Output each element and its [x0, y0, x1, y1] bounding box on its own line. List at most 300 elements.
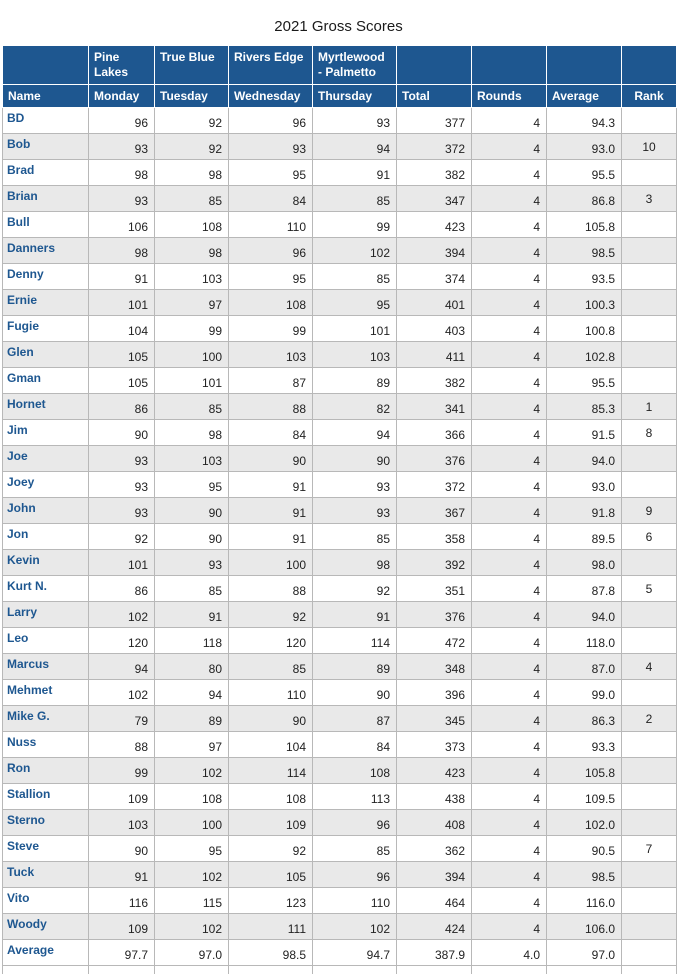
empty-cell: [89, 966, 155, 974]
player-name: Mehmet: [3, 680, 89, 706]
table-row: [3, 680, 677, 706]
wednesday-score: 114: [229, 758, 313, 784]
thursday-score: 90: [313, 446, 397, 472]
average-score: 87.0: [547, 654, 622, 680]
player-name: Joe: [3, 446, 89, 472]
tuesday-score: 90: [155, 498, 229, 524]
table-row: [3, 940, 677, 966]
player-name: Vito: [3, 888, 89, 914]
monday-score: 101: [89, 290, 155, 316]
wednesday-score: 96: [229, 108, 313, 134]
player-name: Kurt N.: [3, 576, 89, 602]
wednesday-score: 92: [229, 836, 313, 862]
player-name: Denny: [3, 264, 89, 290]
monday-score: 92: [89, 524, 155, 550]
player-name: Nuss: [3, 732, 89, 758]
rounds-count: 4: [472, 160, 547, 186]
empty-cell: [155, 966, 229, 974]
table-row: [3, 394, 677, 420]
total-score: 396: [397, 680, 472, 706]
monday-score: 86: [89, 394, 155, 420]
table-row: [3, 368, 677, 394]
wednesday-score: 84: [229, 186, 313, 212]
course-header-rank: [622, 46, 677, 85]
thursday-score: 96: [313, 862, 397, 888]
monday-score: 93: [89, 472, 155, 498]
table-row: [3, 238, 677, 264]
player-name: Larry: [3, 602, 89, 628]
table-row: [3, 290, 677, 316]
wednesday-score: 95: [229, 264, 313, 290]
course-header-average: [547, 46, 622, 85]
total-score: 408: [397, 810, 472, 836]
total-score: 394: [397, 238, 472, 264]
rounds-count: 4: [472, 134, 547, 160]
wednesday-score: 108: [229, 290, 313, 316]
thursday-score: 102: [313, 238, 397, 264]
course-header-rounds: [472, 46, 547, 85]
wednesday-score: 92: [229, 602, 313, 628]
wednesday-score: 95: [229, 160, 313, 186]
wednesday-score: 110: [229, 680, 313, 706]
wednesday-score: 108: [229, 784, 313, 810]
tuesday-score: 99: [155, 316, 229, 342]
player-name: Danners: [3, 238, 89, 264]
thursday-score: 98: [313, 550, 397, 576]
rank-value: 5: [622, 576, 677, 602]
tuesday-score: 89: [155, 706, 229, 732]
gross-scores-table: [2, 45, 677, 974]
column-header-wednesday: Wednesday: [229, 85, 313, 108]
monday-score: 86: [89, 576, 155, 602]
monday-score: 104: [89, 316, 155, 342]
rank-value: [622, 784, 677, 810]
table-row: [3, 914, 677, 940]
column-header-average: Average: [547, 85, 622, 108]
rank-value: [622, 888, 677, 914]
total-score: 367: [397, 498, 472, 524]
rank-value: [622, 264, 677, 290]
average-score: 89.5: [547, 524, 622, 550]
player-name: Tuck: [3, 862, 89, 888]
rank-value: 7: [622, 836, 677, 862]
rounds-count: 4: [472, 862, 547, 888]
player-name: Joey: [3, 472, 89, 498]
monday-score: 93: [89, 498, 155, 524]
rank-value: [622, 108, 677, 134]
table-row: [3, 628, 677, 654]
wednesday-score: 91: [229, 498, 313, 524]
rank-value: [622, 290, 677, 316]
total-score: 423: [397, 212, 472, 238]
total-score: 372: [397, 134, 472, 160]
column-header-rank: Rank: [622, 85, 677, 108]
player-name: Brad: [3, 160, 89, 186]
total-score: 347: [397, 186, 472, 212]
table-row: [3, 576, 677, 602]
average-score: 105.8: [547, 212, 622, 238]
average-score: 102.8: [547, 342, 622, 368]
column-header-rounds: Rounds: [472, 85, 547, 108]
monday-score: 106: [89, 212, 155, 238]
player-name: Steve: [3, 836, 89, 862]
rounds-count: 4: [472, 732, 547, 758]
wednesday-score: 84: [229, 420, 313, 446]
course-header-row: [3, 46, 677, 85]
thursday-score: 89: [313, 368, 397, 394]
rounds-count: 4.0: [472, 940, 547, 966]
monday-score: 102: [89, 602, 155, 628]
tuesday-score: 101: [155, 368, 229, 394]
wednesday-score: 87: [229, 368, 313, 394]
monday-score: 96: [89, 108, 155, 134]
average-score: 95.5: [547, 368, 622, 394]
thursday-score: 94.7: [313, 940, 397, 966]
average-score: 91.5: [547, 420, 622, 446]
tuesday-score: 97: [155, 290, 229, 316]
rounds-count: 4: [472, 524, 547, 550]
monday-score: 91: [89, 862, 155, 888]
average-score: 100.3: [547, 290, 622, 316]
tuesday-score: 108: [155, 784, 229, 810]
total-score: 394: [397, 862, 472, 888]
average-score: 94.0: [547, 602, 622, 628]
rank-value: [622, 862, 677, 888]
monday-score: 120: [89, 628, 155, 654]
total-score: 387.9: [397, 940, 472, 966]
monday-score: 93: [89, 134, 155, 160]
thursday-score: 82: [313, 394, 397, 420]
thursday-score: 85: [313, 836, 397, 862]
monday-score: 90: [89, 420, 155, 446]
total-score: 341: [397, 394, 472, 420]
tuesday-score: 98: [155, 160, 229, 186]
table-row: [3, 732, 677, 758]
course-header-wednesday: Rivers Edge: [229, 46, 313, 85]
tuesday-score: 90: [155, 524, 229, 550]
average-score: 93.0: [547, 134, 622, 160]
empty-cell: [397, 966, 472, 974]
table-row: [3, 784, 677, 810]
empty-cell: [547, 966, 622, 974]
thursday-score: 93: [313, 498, 397, 524]
average-score: 91.8: [547, 498, 622, 524]
rank-value: [622, 628, 677, 654]
average-score: 94.0: [547, 446, 622, 472]
monday-score: 91: [89, 264, 155, 290]
thursday-score: 113: [313, 784, 397, 810]
thursday-score: 93: [313, 472, 397, 498]
monday-score: 105: [89, 368, 155, 394]
table-row: [3, 550, 677, 576]
tuesday-score: 98: [155, 420, 229, 446]
thursday-score: 89: [313, 654, 397, 680]
rank-value: [622, 940, 677, 966]
total-score: 376: [397, 446, 472, 472]
table-row: [3, 446, 677, 472]
thursday-score: 85: [313, 524, 397, 550]
player-name: Hornet: [3, 394, 89, 420]
rounds-count: 4: [472, 264, 547, 290]
rank-value: [622, 550, 677, 576]
average-score: 87.8: [547, 576, 622, 602]
rounds-count: 4: [472, 316, 547, 342]
thursday-score: 85: [313, 186, 397, 212]
tuesday-score: 108: [155, 212, 229, 238]
average-score: 85.3: [547, 394, 622, 420]
average-score: 86.8: [547, 186, 622, 212]
thursday-score: 108: [313, 758, 397, 784]
column-header-name: Name: [3, 85, 89, 108]
player-name: Fugie: [3, 316, 89, 342]
tuesday-score: 103: [155, 446, 229, 472]
wednesday-score: 96: [229, 238, 313, 264]
rank-value: 3: [622, 186, 677, 212]
player-name: Marcus: [3, 654, 89, 680]
average-score: 93.5: [547, 264, 622, 290]
thursday-score: 85: [313, 264, 397, 290]
player-name: Bob: [3, 134, 89, 160]
wednesday-score: 100: [229, 550, 313, 576]
monday-score: 90: [89, 836, 155, 862]
monday-score: 99: [89, 758, 155, 784]
player-name: Kevin: [3, 550, 89, 576]
rank-value: [622, 368, 677, 394]
total-score: 358: [397, 524, 472, 550]
monday-score: 116: [89, 888, 155, 914]
total-score: 438: [397, 784, 472, 810]
average-score: 98.5: [547, 862, 622, 888]
monday-score: 88: [89, 732, 155, 758]
rounds-count: 4: [472, 628, 547, 654]
rounds-count: 4: [472, 108, 547, 134]
column-header-tuesday: Tuesday: [155, 85, 229, 108]
wednesday-score: 120: [229, 628, 313, 654]
rank-value: 10: [622, 134, 677, 160]
rank-value: [622, 602, 677, 628]
table-row: [3, 706, 677, 732]
rounds-count: 4: [472, 602, 547, 628]
table-row: [3, 420, 677, 446]
player-name: Leo: [3, 628, 89, 654]
thursday-score: 93: [313, 108, 397, 134]
tuesday-score: 98: [155, 238, 229, 264]
average-score: 93.0: [547, 472, 622, 498]
table-row: [3, 134, 677, 160]
score-rows: [3, 108, 677, 974]
table-row: [3, 264, 677, 290]
tuesday-score: 100: [155, 810, 229, 836]
wednesday-score: 91: [229, 524, 313, 550]
rounds-count: 4: [472, 888, 547, 914]
rounds-count: 4: [472, 784, 547, 810]
rounds-count: 4: [472, 238, 547, 264]
column-header-total: Total: [397, 85, 472, 108]
monday-score: 109: [89, 784, 155, 810]
tuesday-score: 85: [155, 186, 229, 212]
wednesday-score: 98.5: [229, 940, 313, 966]
total-score: 401: [397, 290, 472, 316]
tuesday-score: 95: [155, 836, 229, 862]
monday-score: 102: [89, 680, 155, 706]
table-row: [3, 316, 677, 342]
thursday-score: 114: [313, 628, 397, 654]
total-score: 348: [397, 654, 472, 680]
total-score: 403: [397, 316, 472, 342]
rounds-count: 4: [472, 810, 547, 836]
player-name: Bull: [3, 212, 89, 238]
course-header-thursday: Myrtlewood - Palmetto: [313, 46, 397, 85]
table-row: [3, 212, 677, 238]
rounds-count: 4: [472, 680, 547, 706]
table-row: [3, 758, 677, 784]
average-score: 105.8: [547, 758, 622, 784]
rank-value: [622, 732, 677, 758]
average-score: 109.5: [547, 784, 622, 810]
total-score: 382: [397, 160, 472, 186]
rank-value: [622, 680, 677, 706]
course-header-blank: [3, 46, 89, 85]
average-score: 98.5: [547, 238, 622, 264]
table-row: [3, 108, 677, 134]
column-header-row: [3, 85, 677, 108]
total-score: 472: [397, 628, 472, 654]
tuesday-score: 91: [155, 602, 229, 628]
tuesday-score: 115: [155, 888, 229, 914]
rounds-count: 4: [472, 342, 547, 368]
thursday-score: 102: [313, 914, 397, 940]
table-row: [3, 498, 677, 524]
total-score: 376: [397, 602, 472, 628]
player-name: Ernie: [3, 290, 89, 316]
table-row: [3, 342, 677, 368]
player-name: Gman: [3, 368, 89, 394]
tuesday-score: 100: [155, 342, 229, 368]
rounds-count: 4: [472, 550, 547, 576]
rounds-count: 4: [472, 498, 547, 524]
wednesday-score: 91: [229, 472, 313, 498]
player-name: Stallion: [3, 784, 89, 810]
player-name: Woody: [3, 914, 89, 940]
total-score: 423: [397, 758, 472, 784]
column-header-monday: Monday: [89, 85, 155, 108]
tuesday-score: 102: [155, 862, 229, 888]
monday-score: 97.7: [89, 940, 155, 966]
rounds-count: 4: [472, 186, 547, 212]
player-name: Glen: [3, 342, 89, 368]
rounds-count: 4: [472, 706, 547, 732]
rank-value: [622, 316, 677, 342]
total-score: 372: [397, 472, 472, 498]
thursday-score: 99: [313, 212, 397, 238]
average-score: 93.3: [547, 732, 622, 758]
average-score: 98.0: [547, 550, 622, 576]
tuesday-score: 92: [155, 108, 229, 134]
rounds-count: 4: [472, 420, 547, 446]
thursday-score: 84: [313, 732, 397, 758]
wednesday-score: 90: [229, 446, 313, 472]
total-score: 424: [397, 914, 472, 940]
monday-score: 93: [89, 186, 155, 212]
wednesday-score: 88: [229, 394, 313, 420]
rounds-count: 4: [472, 576, 547, 602]
player-name: Mike G.: [3, 706, 89, 732]
table-row: [3, 160, 677, 186]
column-header-thursday: Thursday: [313, 85, 397, 108]
wednesday-score: 110: [229, 212, 313, 238]
rank-value: 8: [622, 420, 677, 446]
rounds-count: 4: [472, 394, 547, 420]
course-header-tuesday: True Blue: [155, 46, 229, 85]
player-name: Average: [3, 940, 89, 966]
total-score: 373: [397, 732, 472, 758]
thursday-score: 87: [313, 706, 397, 732]
monday-score: 98: [89, 238, 155, 264]
rounds-count: 4: [472, 290, 547, 316]
wednesday-score: 105: [229, 862, 313, 888]
average-score: 95.5: [547, 160, 622, 186]
thursday-score: 92: [313, 576, 397, 602]
average-score: 116.0: [547, 888, 622, 914]
total-score: 351: [397, 576, 472, 602]
thursday-score: 110: [313, 888, 397, 914]
monday-score: 103: [89, 810, 155, 836]
rank-value: [622, 238, 677, 264]
table-row: [3, 862, 677, 888]
wednesday-score: 88: [229, 576, 313, 602]
rounds-count: 4: [472, 368, 547, 394]
empty-cell: [313, 966, 397, 974]
rank-value: 4: [622, 654, 677, 680]
tuesday-score: 92: [155, 134, 229, 160]
rank-value: [622, 758, 677, 784]
table-row: [3, 602, 677, 628]
wednesday-score: 123: [229, 888, 313, 914]
table-row-partial: [3, 966, 677, 974]
player-name: John: [3, 498, 89, 524]
average-score: 100.8: [547, 316, 622, 342]
rank-value: [622, 446, 677, 472]
wednesday-score: 104: [229, 732, 313, 758]
empty-cell: [229, 966, 313, 974]
rank-value: [622, 342, 677, 368]
player-name: Ron: [3, 758, 89, 784]
monday-score: 79: [89, 706, 155, 732]
thursday-score: 95: [313, 290, 397, 316]
thursday-score: 91: [313, 160, 397, 186]
rank-value: 9: [622, 498, 677, 524]
tuesday-score: 97: [155, 732, 229, 758]
monday-score: 94: [89, 654, 155, 680]
rank-value: [622, 914, 677, 940]
rank-value: [622, 810, 677, 836]
average-score: 118.0: [547, 628, 622, 654]
thursday-score: 94: [313, 420, 397, 446]
thursday-score: 103: [313, 342, 397, 368]
tuesday-score: 97.0: [155, 940, 229, 966]
rounds-count: 4: [472, 758, 547, 784]
thursday-score: 90: [313, 680, 397, 706]
tuesday-score: 85: [155, 394, 229, 420]
empty-cell: [3, 966, 89, 974]
rounds-count: 4: [472, 654, 547, 680]
average-score: 106.0: [547, 914, 622, 940]
wednesday-score: 109: [229, 810, 313, 836]
table-row: [3, 654, 677, 680]
average-score: 99.0: [547, 680, 622, 706]
rank-value: 1: [622, 394, 677, 420]
total-score: 382: [397, 368, 472, 394]
